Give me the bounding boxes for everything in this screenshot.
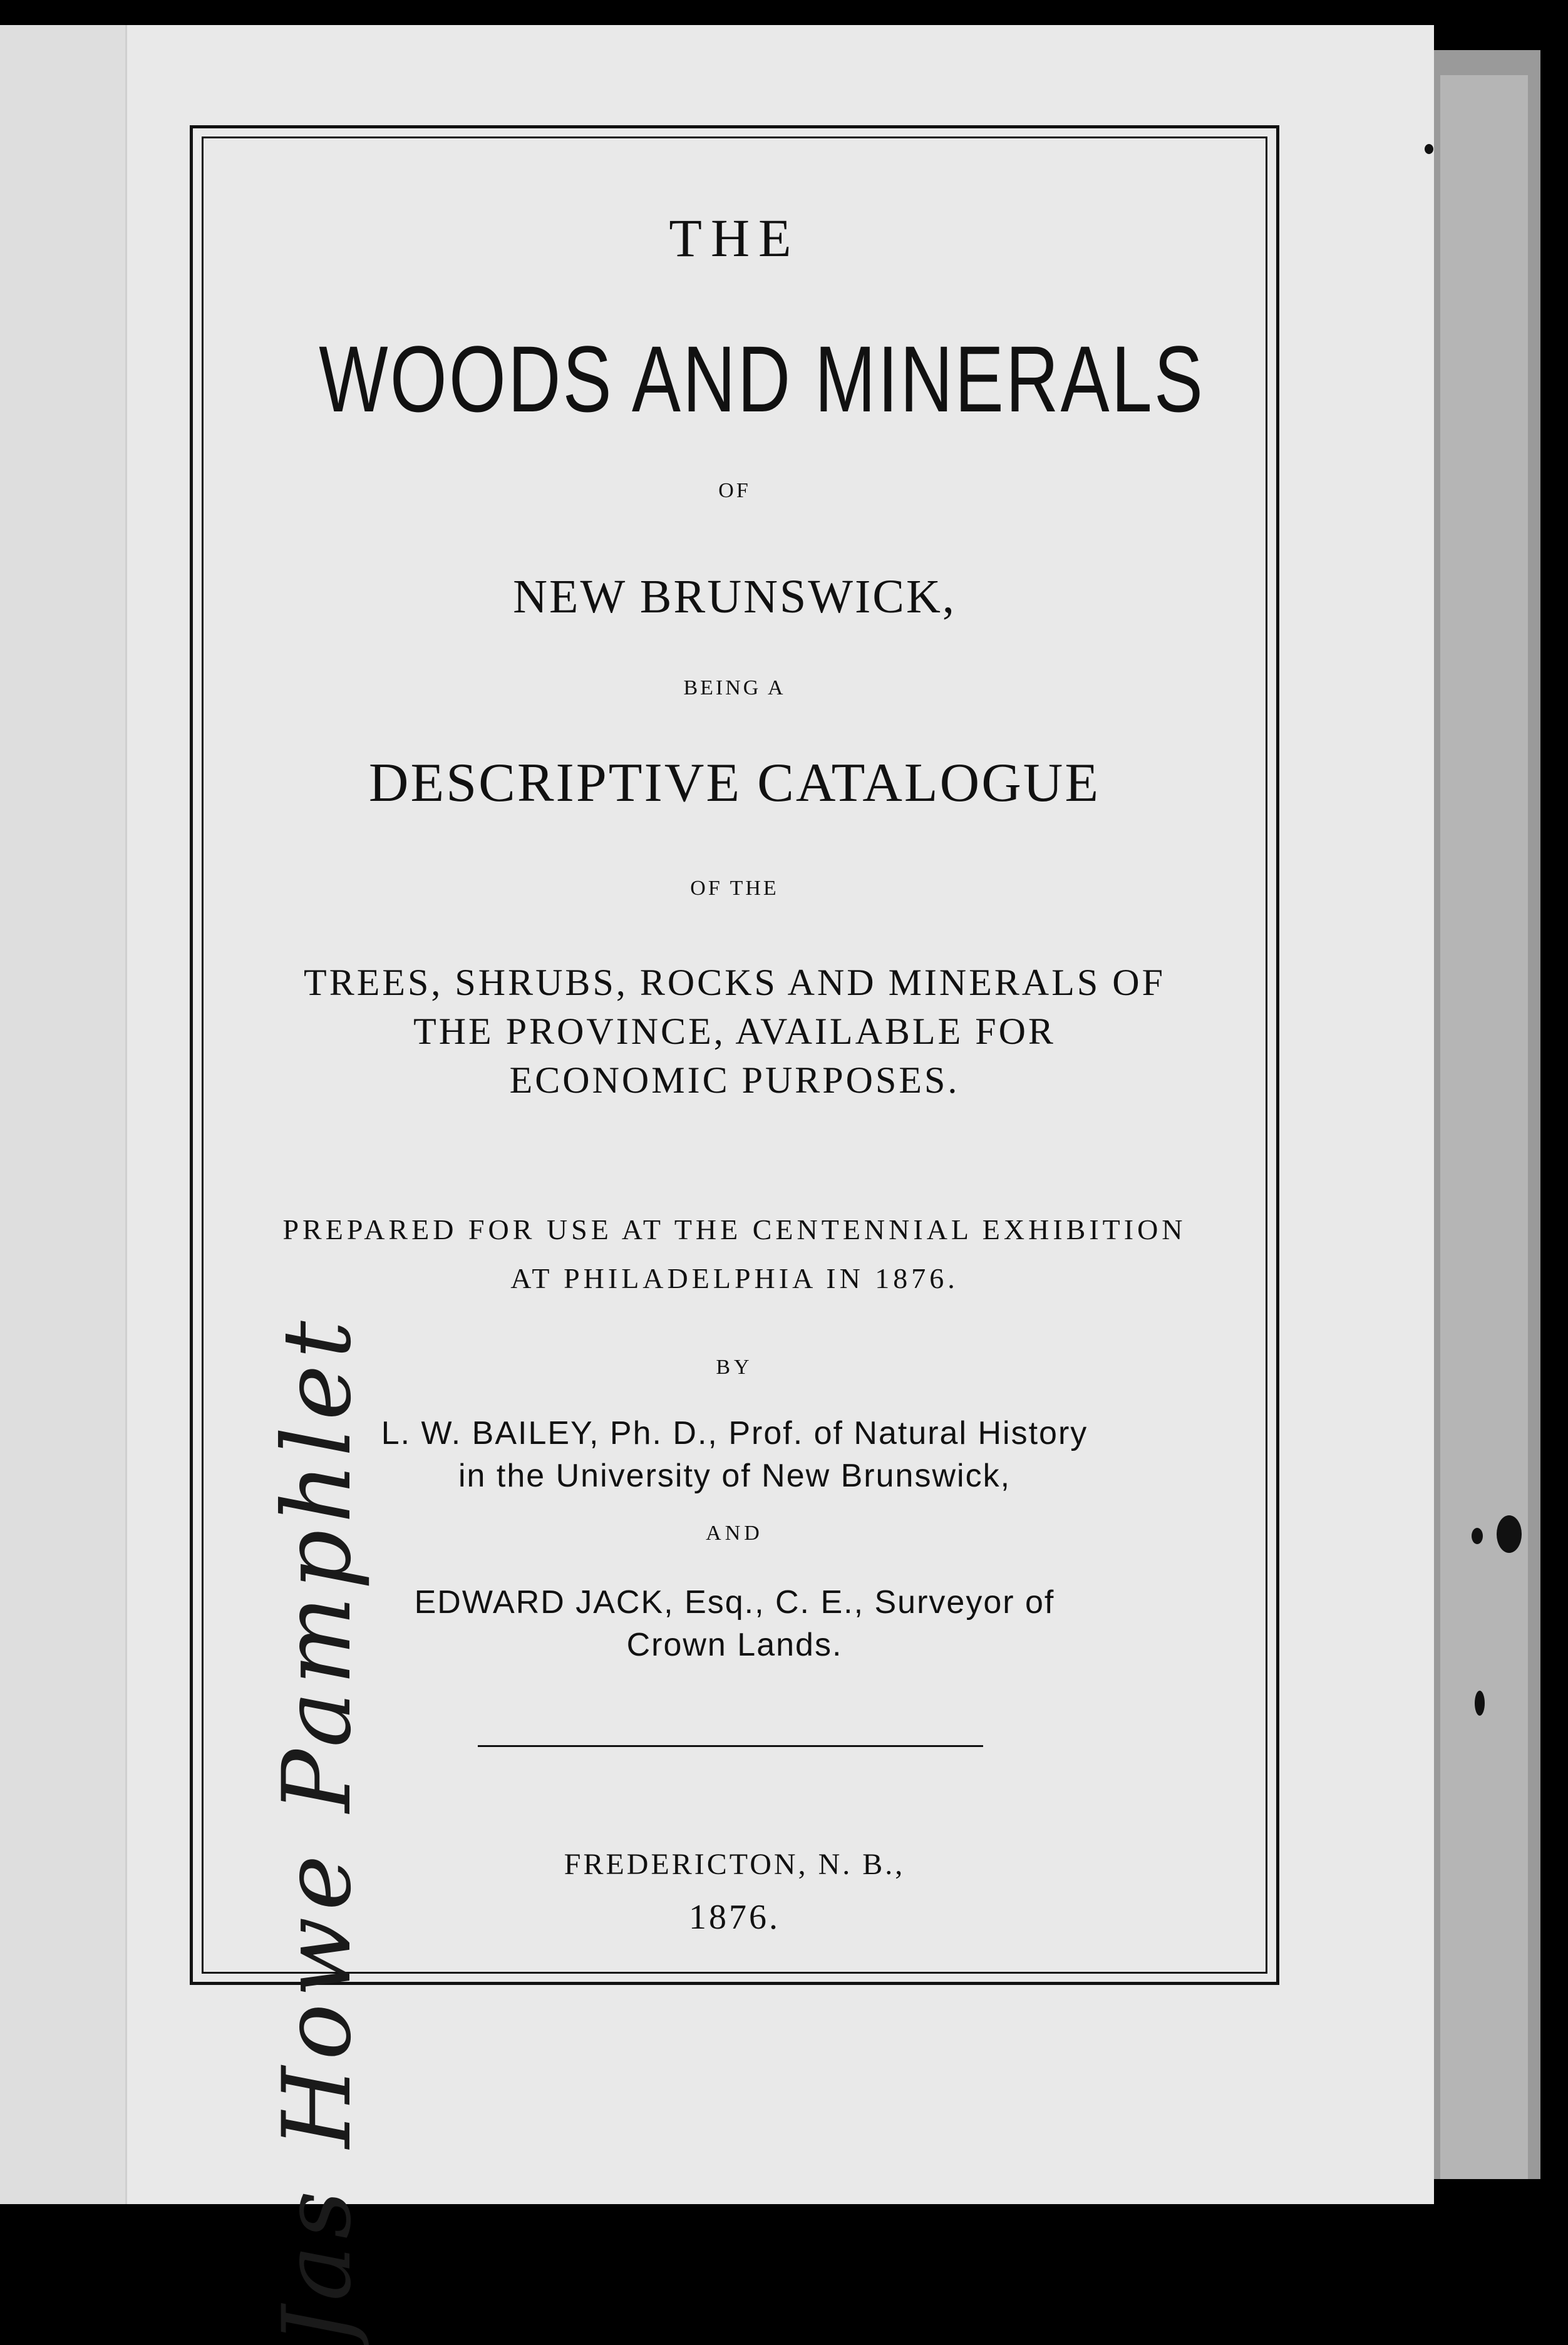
author-line: EDWARD JACK, Esq., C. E., Surveyor of	[414, 1584, 1055, 1621]
descriptive-catalogue-heading: DESCRIPTIVE CATALOGUE	[368, 753, 1101, 813]
title-of: OF	[718, 479, 751, 502]
of-the-label: OF THE	[690, 877, 779, 900]
title-the: THE	[669, 208, 800, 268]
handwritten-signature: Jas Howe Pamphlet	[263, 1314, 372, 2345]
author-line: L. W. BAILEY, Ph. D., Prof. of Natural History	[381, 1415, 1088, 1451]
prepared-line: PREPARED FOR USE AT THE CENTENNIAL EXHIBITION	[282, 1214, 1187, 1245]
page-gutter	[0, 25, 127, 2204]
next-page-edge-inner	[1440, 75, 1528, 2179]
imprint-year: 1876.	[689, 1898, 780, 1937]
ink-speck	[1497, 1515, 1522, 1553]
by-label: BY	[716, 1356, 753, 1379]
ink-speck	[1475, 1691, 1485, 1716]
subject-line: ECONOMIC PURPOSES.	[509, 1059, 960, 1101]
subject-line: THE PROVINCE, AVAILABLE FOR	[413, 1011, 1056, 1052]
title-place: NEW BRUNSWICK,	[513, 570, 956, 623]
author-line: in the University of New Brunswick,	[458, 1458, 1011, 1494]
and-label: AND	[706, 1522, 763, 1545]
horizontal-rule	[478, 1745, 983, 1747]
prepared-for-block	[202, 1205, 1267, 1303]
imprint-place: FREDERICTON, N. B.,	[564, 1848, 905, 1881]
being-a-label: BEING A	[683, 676, 786, 699]
ink-speck	[1425, 144, 1433, 154]
prepared-line: AT PHILADELPHIA IN 1876.	[510, 1262, 959, 1294]
main-title: WOODS AND MINERALS	[319, 326, 1205, 431]
author-line: Crown Lands.	[626, 1627, 843, 1663]
subject-block	[202, 958, 1267, 1105]
subject-line: TREES, SHRUBS, ROCKS AND MINERALS OF	[304, 962, 1165, 1003]
ink-speck	[1472, 1528, 1483, 1544]
